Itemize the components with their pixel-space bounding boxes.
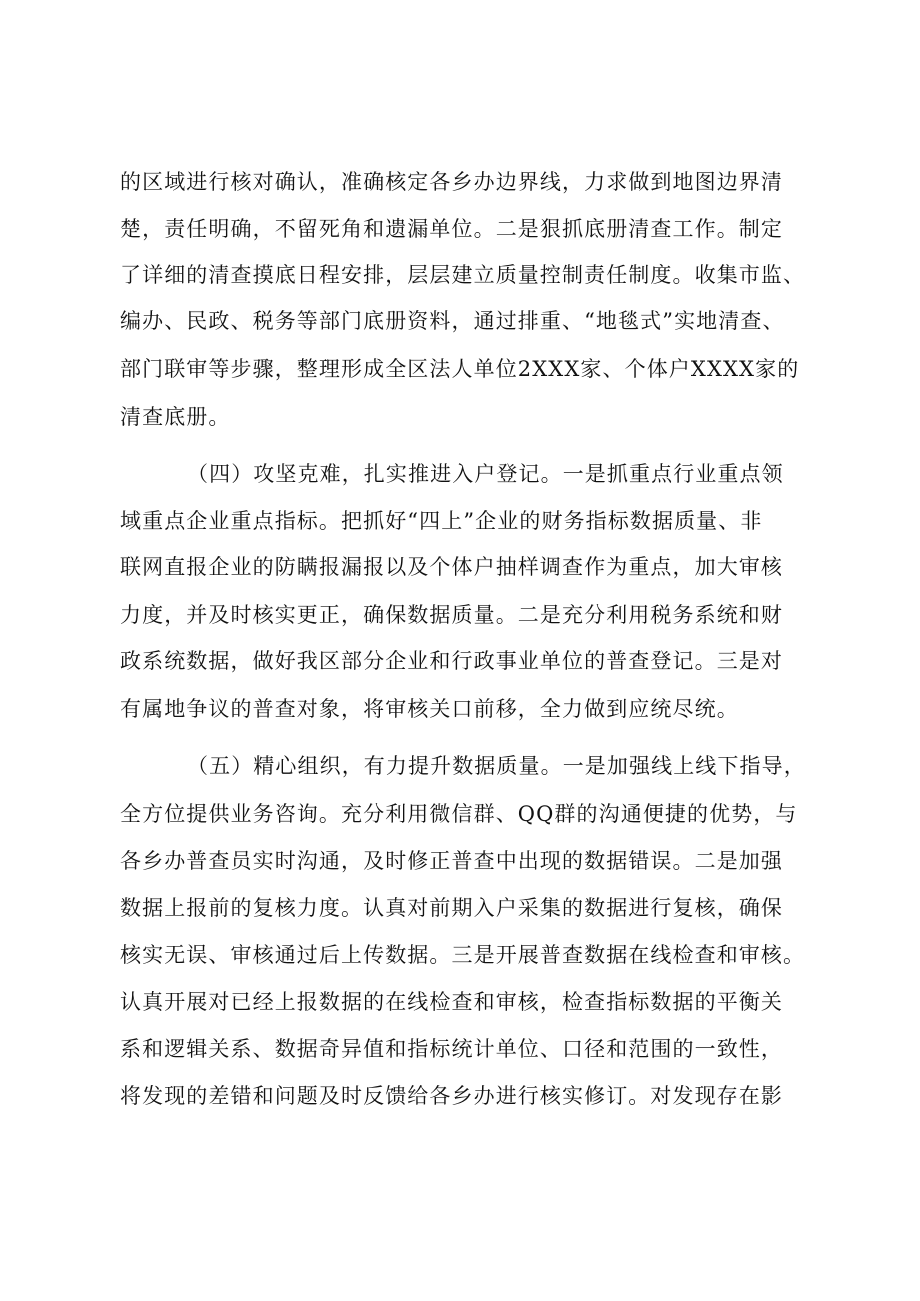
paragraph-1-line-3: 了详细的清查摸底日程安排，层层建立质量控制责任制度。收集市监、	[120, 263, 806, 287]
paragraph-3-line-4: 数据上报前的复核力度。认真对前期入户采集的数据进行复核，确保	[120, 896, 783, 920]
paragraph-3-line-1: （五）精心组织，有力提升数据质量。一是加强线上线下指导，	[187, 754, 806, 778]
paragraph-1-line-1: 的区域进行核对确认，准确核定各乡办边界线，力求做到地图边界清	[120, 170, 783, 194]
paragraph-2-line-6: 有属地争议的普查对象，将审核关口前移，全力做到应统尽统。	[120, 697, 739, 721]
paragraph-3-line-5: 核实无误、审核通过后上传数据。三是开展普查数据在线检查和审核。	[120, 943, 806, 967]
paragraph-1-line-5: 部门联审等步骤，整理形成全区法人单位2XXX家、个体户XXXX家的	[120, 357, 800, 381]
paragraph-1-line-6: 清查底册。	[120, 405, 231, 429]
paragraph-2-line-2: 域重点企业重点指标。把抓好“四上”企业的财务指标数据质量、非	[120, 509, 763, 533]
paragraph-2-line-5: 政系统数据，做好我区部分企业和行政事业单位的普查登记。三是对	[120, 649, 783, 673]
paragraph-3-line-3: 各乡办普查员实时沟通，及时修正普查中出现的数据错误。二是加强	[120, 849, 783, 873]
paragraph-1-line-4: 编办、民政、税务等部门底册资料，通过排重、“地毯式”实地清查、	[120, 309, 785, 333]
paragraph-2-line-1: （四）攻坚克难，扎实推进入户登记。一是抓重点行业重点领	[187, 462, 784, 486]
paragraph-2-line-4: 力度，并及时核实更正，确保数据质量。二是充分利用税务系统和财	[120, 603, 783, 627]
paragraph-3-line-8: 将发现的差错和问题及时反馈给各乡办进行核实修订。对发现存在影	[120, 1084, 783, 1108]
paragraph-3-line-6: 认真开展对已经上报数据的在线检查和审核，检查指标数据的平衡关	[120, 990, 783, 1014]
paragraph-3-line-7: 系和逻辑关系、数据奇异值和指标统计单位、口径和范围的一致性，	[120, 1037, 783, 1061]
paragraph-3-line-2: 全方位提供业务咨询。充分利用微信群、QQ群的沟通便捷的优势，与	[120, 802, 798, 826]
paragraph-2-line-3: 联网直报企业的防瞒报漏报以及个体户抽样调查作为重点，加大审核	[120, 555, 783, 579]
paragraph-1-line-2: 楚，责任明确，不留死角和遗漏单位。二是狠抓底册清查工作。制定	[120, 217, 783, 241]
